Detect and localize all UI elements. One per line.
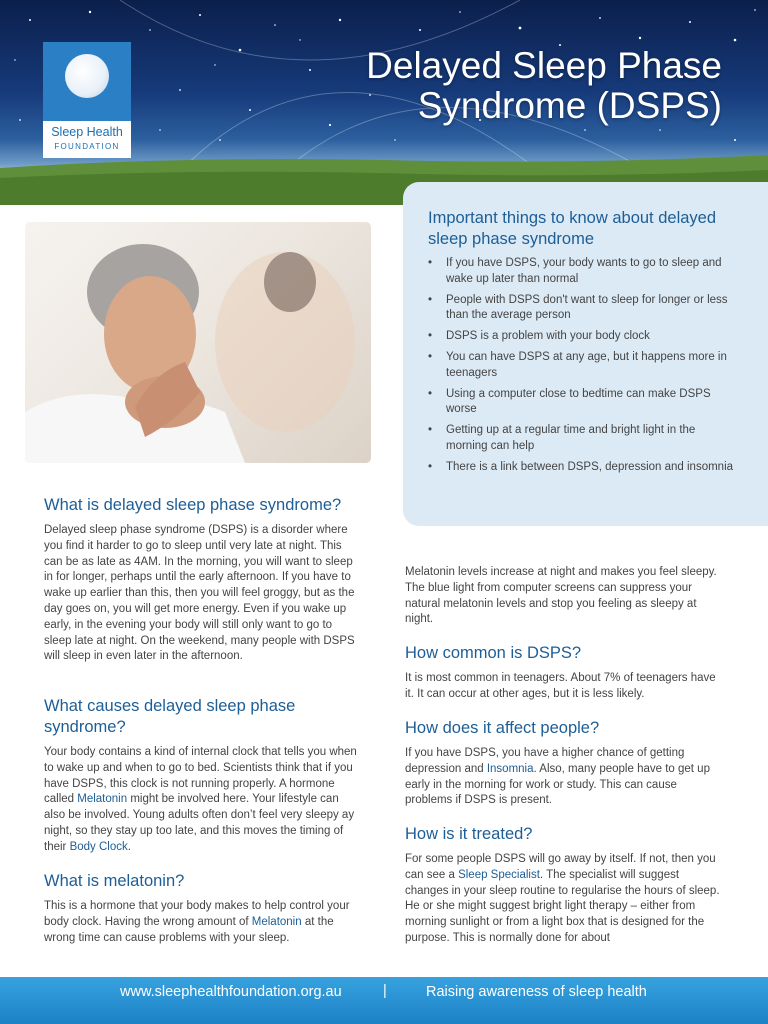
title-line-1: Delayed Sleep Phase bbox=[366, 45, 722, 86]
key-points-list bbox=[428, 256, 738, 481]
insomnia-link[interactable]: Insomnia bbox=[486, 762, 534, 775]
melatonin-link[interactable]: Melatonin bbox=[77, 793, 128, 806]
section-body-causes bbox=[44, 745, 362, 856]
list-item: • If you have DSPS, your body wants to go to sleep and wake up later than normal bbox=[428, 256, 738, 288]
section-body-affect bbox=[405, 746, 725, 809]
section-heading-causes: What causes delayed sleep phase syndrome? bbox=[44, 697, 296, 736]
man-in-bed-photo bbox=[25, 222, 371, 463]
body-clock-link[interactable]: Body Clock bbox=[69, 840, 128, 853]
treated-text-1: For some people DSPS will go away by itself. If not, then you can see a bbox=[405, 853, 716, 881]
footer-bar bbox=[0, 977, 768, 1024]
affect-text-1: If you have DSPS, you have a higher chance of getting depression and bbox=[405, 747, 685, 775]
melatonin-text-1: This is a hormone that your body makes to help control your body clock. Having the wrong amount of bbox=[44, 900, 350, 928]
list-item: • People with DSPS don't want to sleep for longer or less than the average person bbox=[428, 293, 738, 325]
causes-text-1: Your body contains a kind of internal clock that tells you when to wake up and when to go to bed. Scientists think that if you have DSPS, this clock is not running properly. A hormone called bbox=[44, 746, 357, 806]
section-heading-melatonin: What is melatonin? bbox=[44, 872, 185, 890]
section-body-common: It is most common in teenagers. About 7% of teenagers have it. It can occur at other ages, but it is less likely. bbox=[405, 672, 716, 700]
logo-name: Sleep Health bbox=[51, 125, 123, 139]
globe-icon bbox=[65, 54, 109, 98]
affect-text-2: . Also, many people have to get up early in the morning for work or study. This can cause problems if DSPS is present. bbox=[405, 762, 710, 807]
key-points-heading: Important things to know about delayed sleep phase syndrome bbox=[428, 209, 717, 248]
section-heading-common: How common is DSPS? bbox=[405, 644, 582, 662]
causes-text-2: might be involved here. Your lifestyle can also be involved. Young adults often don’t feel very sleepy ay night, so they stay up too late, and this moves the timing of their bbox=[44, 793, 355, 853]
sleep-specialist-link[interactable]: Sleep Specialist bbox=[458, 868, 540, 881]
section-heading-affect: How does it affect people? bbox=[405, 719, 600, 737]
footer-url-link[interactable]: www.sleephealthfoundation.org.au bbox=[120, 984, 342, 1000]
section-body-melatonin bbox=[44, 899, 362, 946]
section-heading-what-is: What is delayed sleep phase syndrome? bbox=[44, 496, 342, 514]
footer-separator: | bbox=[383, 983, 387, 999]
list-item: • Using a computer close to bedtime can make DSPS worse bbox=[428, 387, 738, 419]
melatonin-text-2: at the wrong time can cause problems with your sleep. bbox=[44, 915, 334, 944]
logo-sub: FOUNDATION bbox=[54, 142, 120, 151]
causes-text-3: . bbox=[127, 840, 131, 853]
header-banner bbox=[0, 0, 768, 205]
section-body-treated bbox=[405, 852, 725, 948]
page-title bbox=[366, 46, 722, 126]
list-item: • DSPS is a problem with your body clock bbox=[428, 329, 738, 345]
list-item: • There is a link between DSPS, depression and insomnia bbox=[428, 460, 738, 476]
sleep-health-foundation-logo[interactable] bbox=[43, 42, 131, 158]
melatonin-link[interactable]: Melatonin bbox=[251, 915, 302, 928]
photo-illustration bbox=[25, 222, 371, 463]
treated-text-2: . The specialist will suggest changes in your sleep routine to regularise the hours of sleep. He or she might suggest bright light therapy – either from morning sunlight or from a light box that is designed for the purpose. This is normally done for about bbox=[405, 868, 720, 944]
key-points-panel bbox=[403, 182, 768, 526]
section-body-what-is: Delayed sleep phase syndrome (DSPS) is a disorder where you find it harder to go to sleep until very late at night. This can be as late as 4AM. In the morning, you will want to sleep in for longer, perhaps until the early afternoon. If you have to wake up earlier than this, then you will feel groggy, but as the day goes on, you will get more energy. Even if you wake up early, in the evening your body will still only want to go to sleep late at night. On the weekend, many people with DSPS will sleep in even later in the afternoon. bbox=[44, 524, 355, 663]
section-body-melatonin-cont: Melatonin levels increase at night and makes you feel sleepy. The blue light from computer screens can suppress your natural melatonin levels and stop you feeling as sleepy at night. bbox=[405, 566, 717, 626]
list-item: • Getting up at a regular time and bright light in the morning can help bbox=[428, 423, 738, 455]
section-heading-treated: How is it treated? bbox=[405, 825, 533, 843]
title-line-2: Syndrome (DSPS) bbox=[417, 85, 722, 126]
footer-tagline: Raising awareness of sleep health bbox=[426, 984, 647, 1000]
list-item: • You can have DSPS at any age, but it happens more in teenagers bbox=[428, 350, 738, 382]
